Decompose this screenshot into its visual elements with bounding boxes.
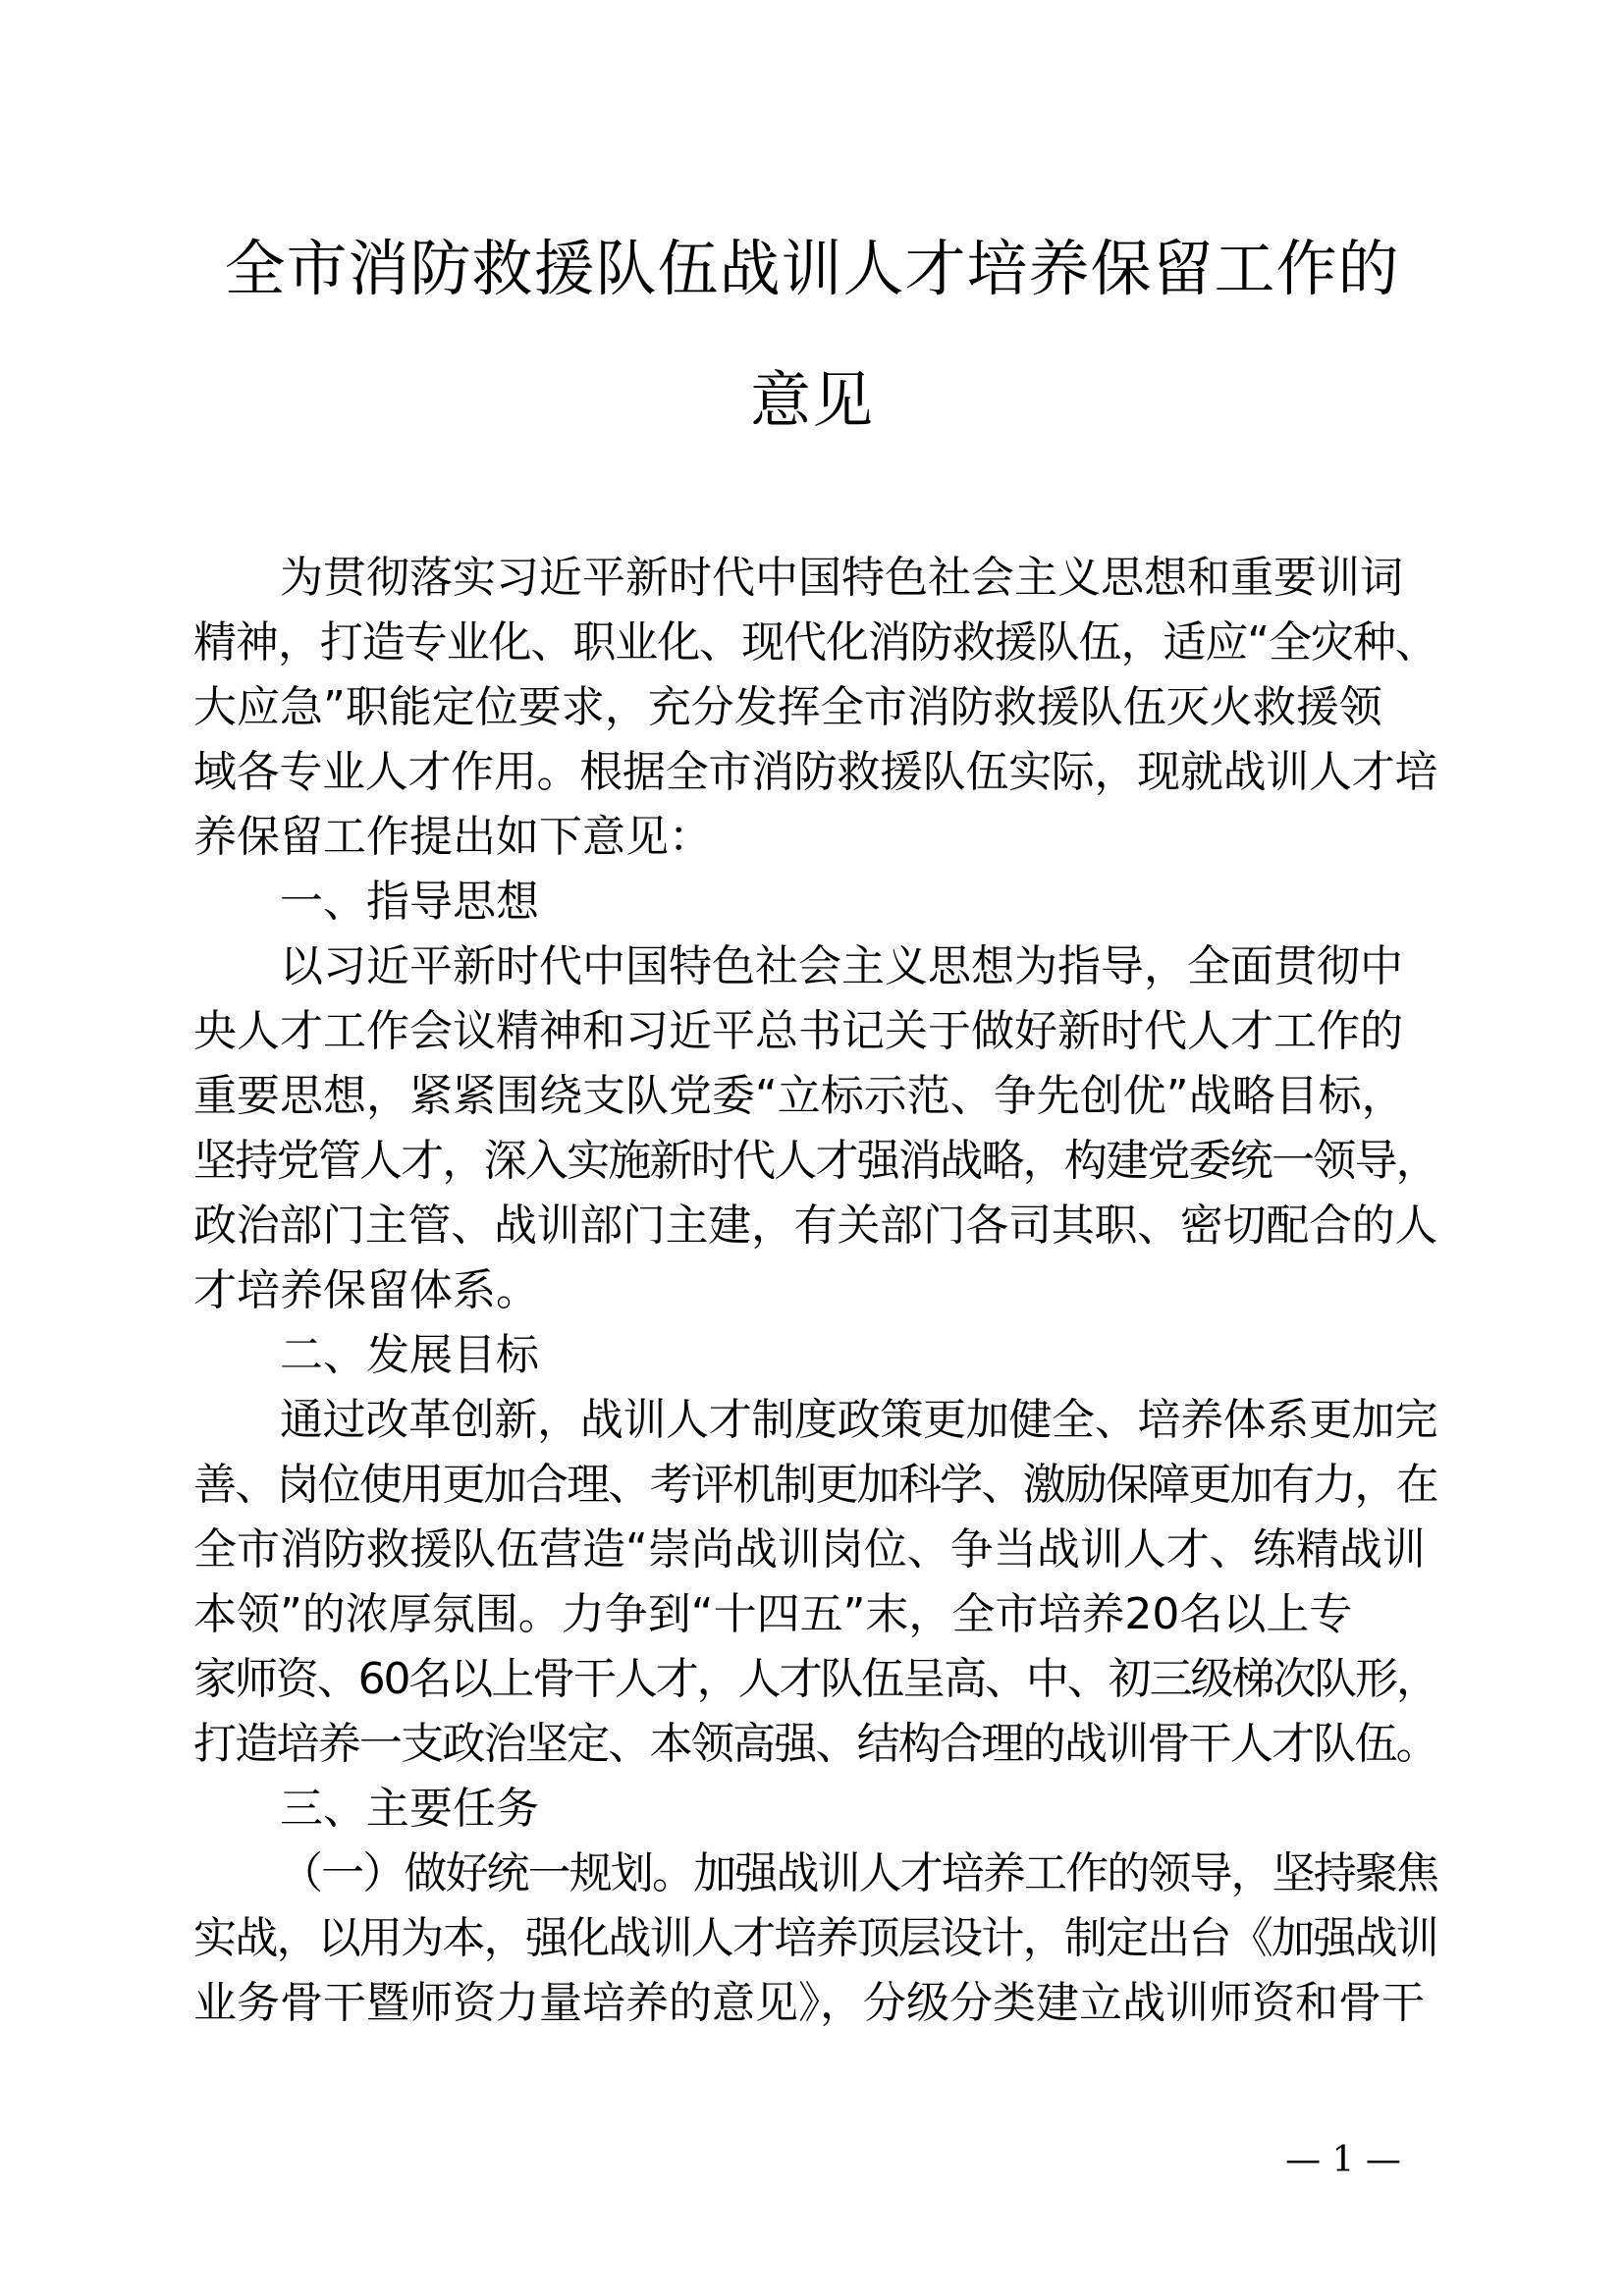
body-line-9: 坚持党管人才，深入实施新时代人才强消战略，构建党委统一领导， xyxy=(193,1136,1437,1186)
document-title-line-1: 全市消防救援队伍战训人才培养保留工作的 xyxy=(224,233,1400,304)
body-line-10: 政治部门主管、战训部门主建，有关部门各司其职、密切配合的人 xyxy=(193,1201,1438,1251)
body-line-19: 实战，以用为本，强化战训人才培养顶层设计，制定出台《加强战训 xyxy=(193,1913,1437,1963)
body-line-2: 精神，打造专业化、职业化、现代化消防救援队伍，适应“全灾种、 xyxy=(193,617,1437,667)
page-number: — 1 — xyxy=(1285,2140,1401,2180)
body-line-20: 业务骨干暨师资力量培养的意见》，分级分类建立战训师资和骨干 xyxy=(193,1978,1425,2028)
section-heading-3: 三、主要任务 xyxy=(280,1784,539,1834)
body-line-18: （一）做好统一规划。加强战训人才培养工作的领导，坚持聚焦 xyxy=(280,1848,1438,1898)
body-line-13: 善、岗位使用更加合理、考评机制更加科学、激励保障更加有力，在 xyxy=(193,1460,1437,1510)
section-heading-1: 一、指导思想 xyxy=(280,877,539,927)
body-line-11: 才培养保留体系。 xyxy=(193,1265,539,1315)
body-line-6: 以习近平新时代中国特色社会主义思想为指导，全面贯彻中 xyxy=(280,941,1403,991)
body-line-12: 通过改革创新，战训人才制度政策更加健全、培养体系更加完 xyxy=(280,1395,1438,1445)
body-line-5: 养保留工作提出如下意见： xyxy=(193,812,712,862)
section-heading-2: 二、发展目标 xyxy=(280,1330,539,1380)
body-line-16: 家师资、60名以上骨干人才，人才队伍呈高、中、初三级梯次队形， xyxy=(193,1654,1437,1704)
body-line-15: 本领”的浓厚氛围。力争到“十四五”末，全市培养20名以上专 xyxy=(193,1589,1353,1639)
body-line-3: 大应急”职能定位要求，充分发挥全市消防救援队伍灭火救援领 xyxy=(193,682,1382,732)
body-line-17: 打造培养一支政治坚定、本领高强、结构合理的战训骨干人才队伍。 xyxy=(193,1719,1437,1769)
body-line-7: 央人才工作会议精神和习近平总书记关于做好新时代人才工作的 xyxy=(193,1006,1403,1056)
document-title-line-2: 意见 xyxy=(749,364,874,436)
body-line-1: 为贯彻落实习近平新时代中国特色社会主义思想和重要训词 xyxy=(280,553,1403,603)
body-line-14: 全市消防救援队伍营造“崇尚战训岗位、争当战训人才、练精战训 xyxy=(193,1524,1426,1575)
body-line-4: 域各专业人才作用。根据全市消防救援队伍实际，现就战训人才培 xyxy=(193,747,1438,797)
body-line-8: 重要思想，紧紧围绕支队党委“立标示范、争先创优”战略目标， xyxy=(193,1071,1405,1121)
